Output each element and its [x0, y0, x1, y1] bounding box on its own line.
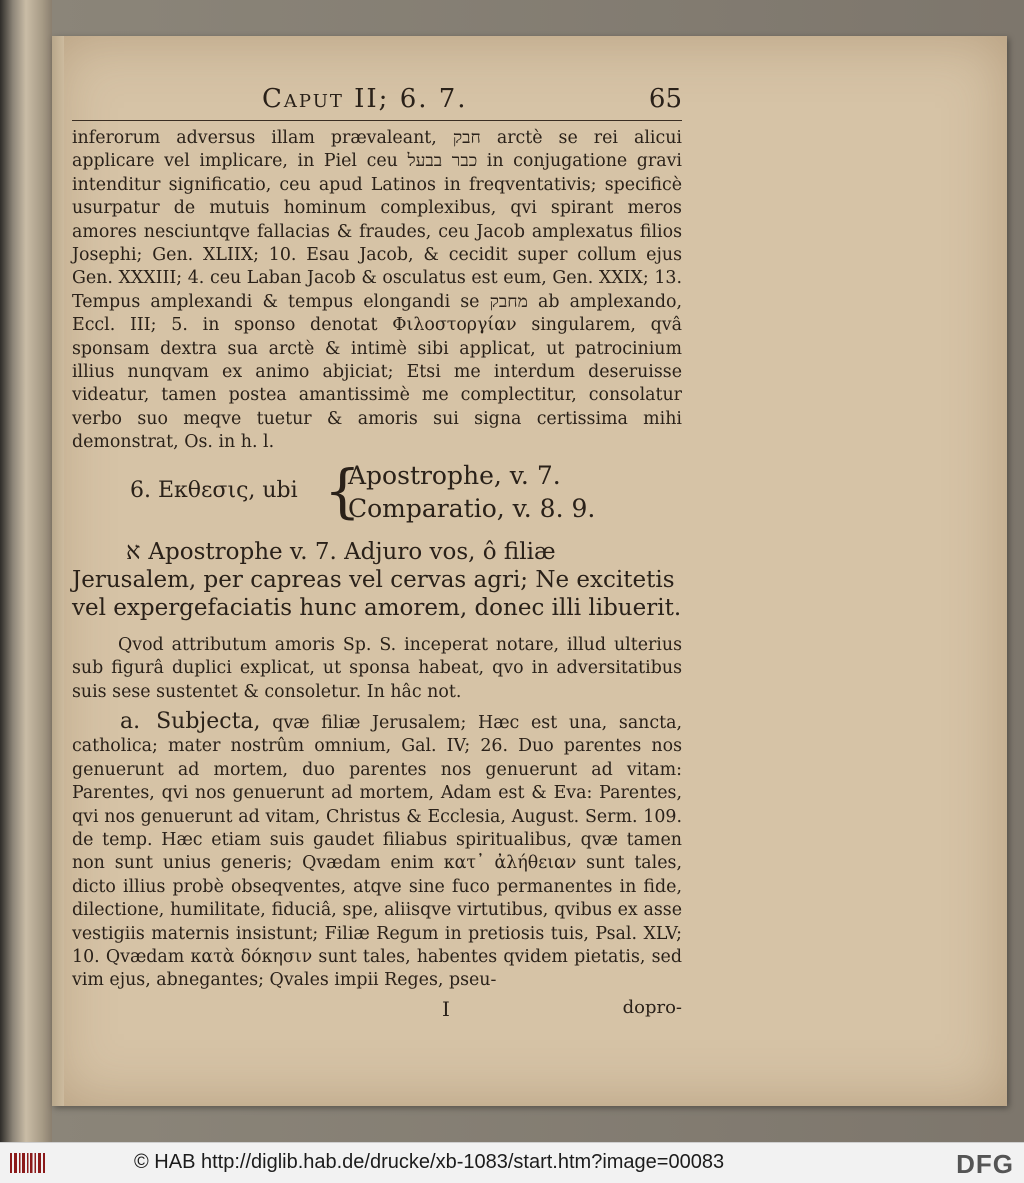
running-head — [72, 82, 682, 121]
page-gutter — [52, 36, 64, 1106]
synopsis-item-apostrophe: Apostrophe, v. 7. — [348, 460, 561, 490]
point-letter: a. — [120, 708, 141, 734]
dfg-logo[interactable]: DFG — [956, 1149, 1014, 1179]
synopsis-item-comparatio: Comparatio, v. 8. 9. — [348, 493, 596, 523]
hab-barcode-logo-icon[interactable] — [8, 1150, 48, 1176]
synopsis-brace: { — [324, 456, 361, 525]
point-text: qvæ filiæ Jerusalem; Hæc est una, sancta, catholica; mater nostrûm omnium, Gal. IV; 26. Duo parentes nos genuerunt ad mortem, duo parentes nos genuerunt ad vitam: Parentes, qvi nos genuerunt ad mortem, Adam est & Eva: Parentes, qvi nos genuerunt ad vitam, Christus & Ecclesia, August. Serm. 109. de temp. Hæc etiam suis gaudet filiabus spiritualibus, qvæ tamen non sunt unius generis; Qvædam enim κατ᾽ ἀλήθειαν sunt tales, dicto illius probè obseqventes, atqve sine fuco permanentes in fide, dilectione, humilitate, fiduciâ, spe, aliisqve virtutibus, qvibus ex asse vestigiis maternis insistunt; Filiæ Regum in pretiosis tuis, Psal. XLV; 10. Qvædam κατὰ δόκησιν sunt tales, habentes qvidem pietatis, sed vim ejus, abnegantes; Qvales impii Reges, pseu- — [72, 712, 683, 991]
page-text-block — [72, 82, 682, 1021]
lemma-verse — [72, 537, 682, 622]
running-title: Caput II; 6. 7. — [262, 84, 468, 114]
hebrew-letter-mark: א — [126, 536, 141, 565]
signature-mark: I — [442, 996, 450, 1021]
footer-bar — [0, 1142, 1024, 1183]
paragraph-2: Qvod attributum amoris Sp. S. inceperat notare, illud ulterius sub figurâ duplici explicat, ut sponsa habeat, qvo in adversitatibus suis sese sustentet & consoletur. In hâc not. — [72, 634, 682, 702]
synopsis-label: 6. Εκθεσις, ubi — [130, 477, 298, 503]
lemma-text: Apostrophe v. 7. Adjuro vos, ô filiæ Jerusalem, per capreas vel cervas agri; Ne excitetis vel expergefaciatis hunc amorem, donec illi libuerit. — [72, 538, 682, 621]
catchword: dopro- — [622, 996, 682, 1018]
page-foot — [72, 993, 682, 1021]
source-url-link[interactable]: © HAB http://diglib.hab.de/drucke/xb-1083/start.htm?image=00083 — [134, 1151, 725, 1173]
page-number: 65 — [648, 84, 682, 114]
point-a — [72, 710, 682, 993]
synopsis — [72, 456, 682, 531]
point-heading: Subjecta, — [156, 708, 261, 734]
paragraph-1: inferorum adversus illam prævaleant, חבק arctè se rei alicui applicare vel implicare, in Piel ceu כבר בבעל in conjugatione gravi intenditur significatio, ceu apud Latinos in freqventativis; specificè usurpatur de mutuis hominum complexibus, qvi spirant meros amores nesciuntqve fallacias & fraudes, ceu Jacob amplexatus filios Josephi; Gen. XLIIX; 10. Esau Jacob, & cecidit super collum ejus Gen. XXXIII; 4. ceu Laban Jacob & osculatus est eum, Gen. XXIX; 13. Tempus amplexandi & tempus elongandi se מחבק ab amplexando, Eccl. III; 5. in sponso denotat Φιλοστοργίαν singularem, qvâ sponsam dextra sua arctè & intimè sibi applicat, ut patrocinium illius nunqvam ex animo abjiciat; Etsi me interdum deseruisse videatur, tamen postea amantissimè me complectitur, consolatur verbo suo meqve tuetur & amoris sui signa certissima mihi demonstrat, Os. in h. l. — [72, 128, 682, 453]
book-binding-edge — [0, 0, 52, 1142]
